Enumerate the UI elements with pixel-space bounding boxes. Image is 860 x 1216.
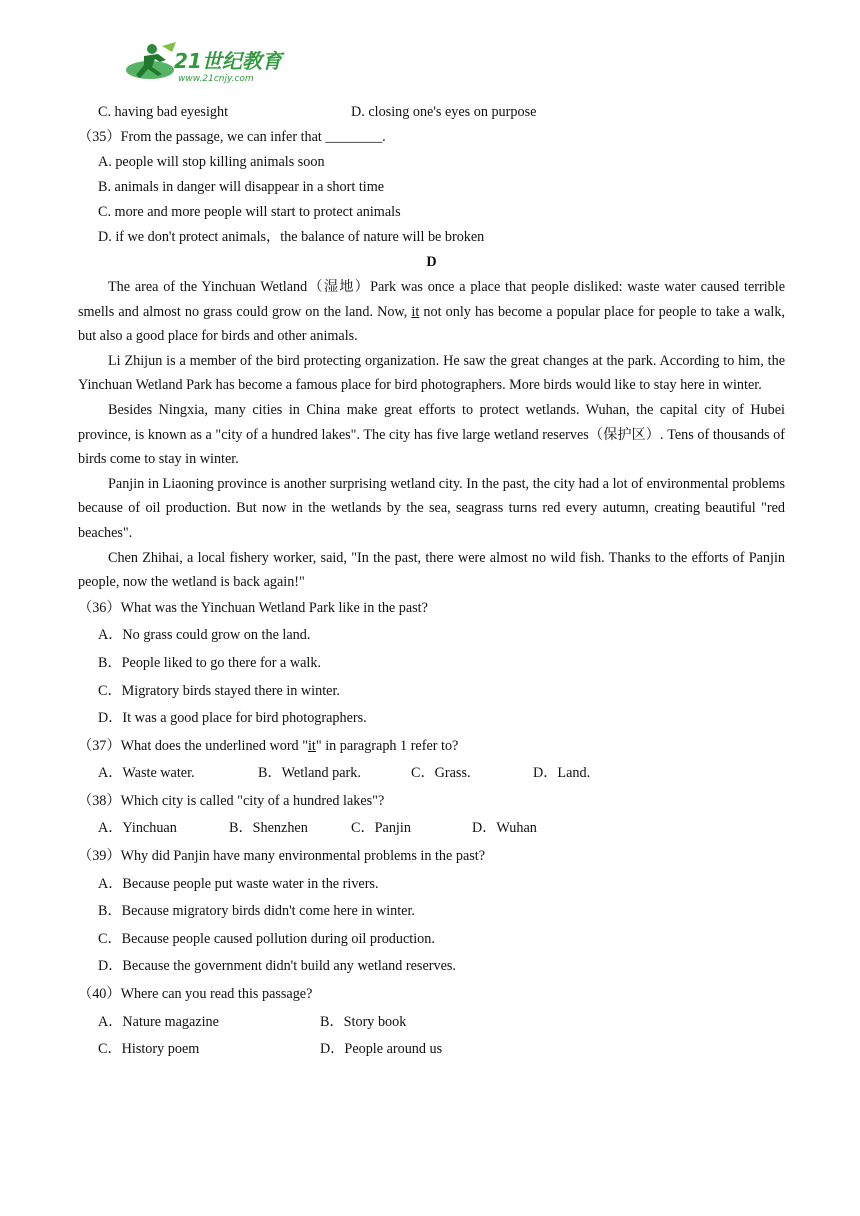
q40-options-cd <box>78 1036 785 1064</box>
q36-option-a: A．No grass could grow on the land. <box>98 627 311 644</box>
p1-text-a: The area of the Yinchuan Wetland（湿地）Park was once a place that people disliked: waste water caused terrible smells and almost no grass could grow on the land. Now, <box>78 279 785 320</box>
q37-options <box>78 760 785 788</box>
svg-text:www.21cnjy.com: www.21cnjy.com <box>178 74 254 84</box>
passage <box>78 275 785 595</box>
site-logo <box>122 40 292 86</box>
q38-option-c: C．Panjin <box>351 820 411 837</box>
q35-option-c: C. more and more people will start to protect animals <box>98 204 401 220</box>
q40-option-c: C．History poem <box>98 1041 200 1058</box>
q34-option-d: D. closing one's eyes on purpose <box>351 104 537 120</box>
q36-option-d: D．It was a good place for bird photographers. <box>98 710 367 727</box>
q36-stem: （36）What was the Yinchuan Wetland Park like in the past? <box>78 599 428 616</box>
document-body <box>78 100 785 1064</box>
passage-paragraph-2: Li Zhijun is a member of the bird protecting organization. He saw the great changes at the park. According to him, the Yinchuan Wetland Park has become a famous place for bird photographers. More birds would like to stay here in winter. <box>78 352 785 394</box>
q39-option-a: A．Because people put waste water in the rivers. <box>98 875 379 892</box>
q40-option-b: B．Story book <box>320 1013 407 1030</box>
q37-option-b: B．Wetland park. <box>258 765 361 782</box>
q34-options-cd <box>78 100 785 125</box>
section-title: D <box>426 254 437 270</box>
p1-text-b: not only has become a popular place for people to take a walk, but also a good place for birds and other animals. <box>78 303 785 345</box>
q37-option-d: D．Land. <box>533 765 591 782</box>
q39-option-c: C．Because people caused pollution during oil production. <box>98 930 435 947</box>
q36-option-c: C．Migratory birds stayed there in winter. <box>98 682 340 699</box>
passage-paragraph-4: Panjin in Liaoning province is another surprising wetland city. In the past, the city had a lot of environmental problems because of oil production. But now in the wetlands by the sea, seagrass turns red every autumn, creating beautiful "red beaches". <box>78 475 785 541</box>
passage-paragraph-5: Chen Zhihai, a local fishery worker, said, "In the past, there were almost no wild fish. Thanks to the efforts of Panjin people, now the wetland is back again!" <box>78 549 785 591</box>
q37-option-c: C．Grass. <box>411 765 471 782</box>
q39-option-b: B．Because migratory birds didn't come here in winter. <box>98 903 415 920</box>
q38-option-d: D．Wuhan <box>472 820 537 837</box>
logo-runner-icon <box>122 40 292 86</box>
q38-option-b: B．Shenzhen <box>229 820 308 837</box>
q36-option-b: B．People liked to go there for a walk. <box>98 654 322 671</box>
q40-options-ab <box>78 1009 785 1037</box>
q37-option-a: A．Waste water. <box>98 765 195 782</box>
q35-stem: （35）From the passage, we can infer that ________. <box>78 129 386 145</box>
q39-option-d: D．Because the government didn't build any wetland reserves. <box>98 958 456 975</box>
q40-option-a: A．Nature magazine <box>98 1013 219 1030</box>
passage-paragraph-3: Besides Ningxia, many cities in China make great efforts to protect wetlands. Wuhan, the capital city of Hubei province, is known as a "city of a hundred lakes". The city has five large wetland reserves（保护区）. Tens of thousands of birds come to stay in winter. <box>78 401 785 468</box>
underlined-it: it <box>411 303 420 320</box>
q37-stem-a: （37）What does the underlined word " <box>78 737 308 754</box>
q38-option-a: A．Yinchuan <box>98 820 177 837</box>
q35-option-b: B. animals in danger will disappear in a short time <box>98 179 385 195</box>
q40-stem: （40）Where can you read this passage? <box>78 986 313 1003</box>
svg-text:21世纪教育: 21世纪教育 <box>174 49 282 73</box>
passage-paragraph-1 <box>78 275 785 349</box>
q37-stem-b: " in paragraph 1 refer to? <box>315 737 459 754</box>
q38-stem: （38）Which city is called "city of a hundred lakes"? <box>78 792 385 809</box>
q40-option-d: D．People around us <box>320 1041 443 1058</box>
q35-option-d: D. if we don't protect animals，the balance of nature will be broken <box>98 229 485 245</box>
q38-options <box>78 815 785 843</box>
q35-option-a: A. people will stop killing animals soon <box>98 154 325 170</box>
q39-stem: （39）Why did Panjin have many environmental problems in the past? <box>78 848 486 865</box>
q37-underlined-it: it <box>307 737 316 754</box>
q34-option-c: C. having bad eyesight <box>98 104 229 120</box>
q37-stem <box>78 733 785 761</box>
